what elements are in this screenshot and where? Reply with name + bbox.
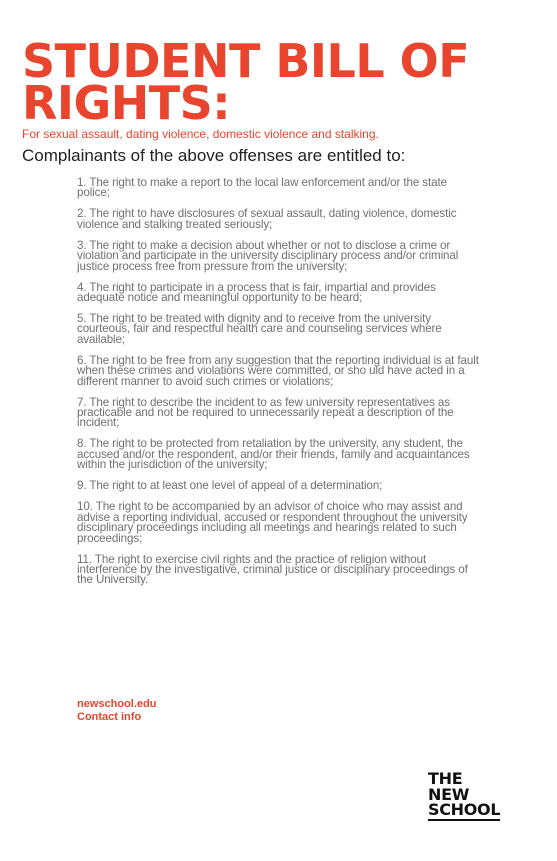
page-title: STUDENT BILL OF RIGHTS: (22, 34, 470, 130)
right-item-10: 10. The right to be accompanied by an advisor of choice who may assist and advise a reporting individual, accused or respondent throughout the university disciplinary proceedings including all meetings and hearings related to such proceedings; (77, 500, 468, 545)
logo-line-the: THE (428, 769, 463, 788)
right-item-2: 2. The right to have disclosures of sexual assault, dating violence, domestic violence and stalking treated seriously; (77, 207, 457, 231)
new-school-logo (428, 771, 538, 821)
right-item-6: 6. The right to be free from any suggestion that the reporting individual is at fault when these crimes and violations were committed, or sho uld have acted in a different manner to avoid such crimes or violations; (77, 353, 479, 388)
contact-info-link[interactable]: Contact info (77, 711, 142, 723)
website-link[interactable]: newschool.edu (77, 698, 157, 710)
right-item-8: 8. The right to be protected from retaliation by the university, any student, the accused and/or the respondent, and/or their friends, family and acquaintances within the jurisdiction of the university; (77, 437, 470, 472)
right-item-7: 7. The right to describe the incident to as few university representatives as practicable and not be required to unnecessarily repeat a description of the incident; (77, 395, 454, 430)
logo-line-school: SCHOOL (428, 800, 501, 819)
right-item-4: 4. The right to participate in a process that is fair, impartial and provides adequate notice and meaningful opportunity to be heard; (77, 280, 436, 305)
footer-links (77, 698, 156, 724)
rights-list (77, 178, 482, 596)
intro-statement: Complainants of the above offenses are entitled to: (22, 146, 406, 165)
right-item-9: 9. The right to at least one level of appeal of a determination; (77, 479, 383, 493)
right-item-1: 1. The right to make a report to the local law enforcement and/or the state police; (77, 176, 447, 200)
right-item-3: 3. The right to make a decision about whether or not to disclose a crime or violation and participate in the university disciplinary process and/or criminal justice process free from pressure from the university; (77, 238, 459, 273)
right-item-5: 5. The right to be treated with dignity and to receive from the university courteous, fair and respectful health care and counseling services where available; (77, 312, 442, 346)
right-item-11: 11. The right to exercise civil rights and the practice of religion without interference by the investigative, criminal justice or disciplinary proceedings of the University. (77, 552, 468, 587)
logo-line-new: NEW (428, 784, 470, 804)
page-subtitle: For sexual assault, dating violence, domestic violence and stalking. (22, 127, 379, 141)
